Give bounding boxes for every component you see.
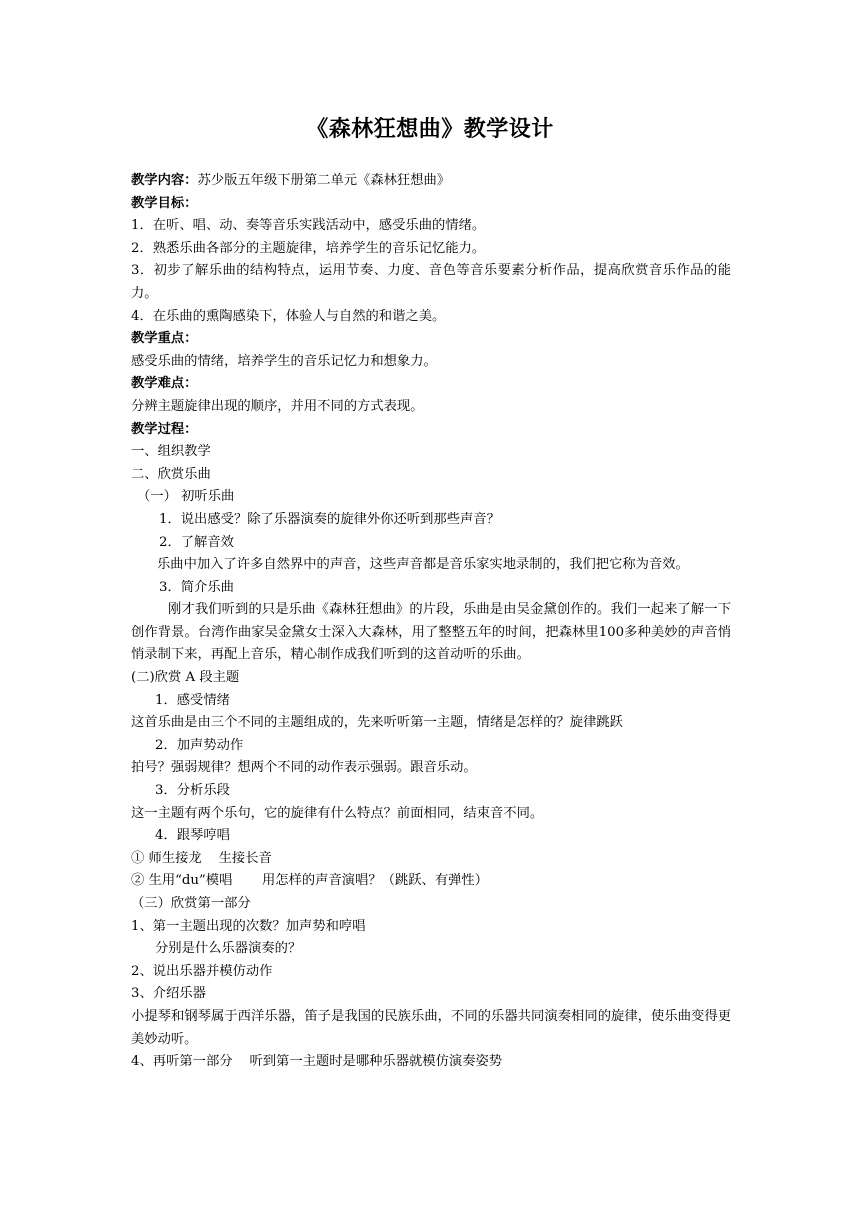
- section-item: 2．加声势动作: [155, 737, 244, 753]
- section-subitem: 分别是什么乐器演奏的？: [155, 941, 302, 957]
- document-title: 《森林狂想曲》教学设计: [306, 116, 554, 142]
- section-item: 1．说出感受？除了乐器演奏的旋律外你还听到那些声音？: [159, 511, 500, 527]
- section-item: 4．跟琴哼唱: [155, 828, 230, 844]
- section-subitem: ② 生用“du”模唱 用怎样的声音演唱？（跳跃、有弹性）: [131, 873, 489, 889]
- process-step: 一、组织教学: [131, 444, 211, 460]
- section-item: 2．了解音效: [159, 534, 234, 550]
- section-item-text: 刚才我们听到的只是乐曲《森林狂想曲》的片段，乐曲是由吴金黛创作的。我们一起来了解一下创作背景。台湾作曲家吴金黛女士深入大森林，用了整整五年的时间，把森林里100多种美妙的声音悄悄录制下来，再配上音乐，精心制作成我们听到的这首动听的乐曲。: [131, 602, 731, 663]
- goal-item: 1．在听、唱、动、奏等音乐实践活动中，感受乐曲的情绪。: [131, 218, 486, 234]
- section-item: 3．简介乐曲: [159, 579, 234, 595]
- teaching-key-label: 教学重点：: [131, 331, 198, 347]
- section-item: 1、第一主题出现的次数？加声势和哼唱: [131, 918, 366, 934]
- section-item-text: 小提琴和钢琴属于西洋乐器，笛子是我国的民族乐曲，不同的乐器共同演奏相同的旋律，使乐曲变得更美妙动听。: [131, 1008, 731, 1047]
- teaching-difficulty-label: 教学难点：: [131, 376, 198, 392]
- section-item: 4、再听第一部分 听到第一主题时是哪种乐器就模仿演奏姿势: [131, 1054, 503, 1070]
- goal-item: 4．在乐曲的熏陶感染下，体验人与自然的和谐之美。: [131, 308, 446, 324]
- section-item-text: 这首乐曲是由三个不同的主题组成的，先来听听第一主题，情绪是怎样的？旋律跳跃: [131, 715, 623, 731]
- section-item: 3．分析乐段: [155, 783, 230, 799]
- section-item-text: 拍号？强弱规律？想两个不同的动作表示强弱。跟音乐动。: [131, 760, 477, 776]
- teaching-content-label: 教学内容：: [131, 173, 198, 188]
- teaching-content-line: [131, 170, 731, 193]
- teaching-difficulty-text: 分辨主题旋律出现的顺序，并用不同的方式表现。: [131, 398, 424, 414]
- goal-item: 3．初步了解乐曲的结构特点，运用节奏、力度、音色等音乐要素分析作品，提高欣赏音乐作品的能力。: [131, 263, 731, 301]
- section-item-text: 乐曲中加入了许多自然界中的声音，这些声音都是音乐家实地录制的，我们把它称为音效。: [157, 557, 689, 573]
- section-heading: （三）欣赏第一部分: [131, 896, 251, 911]
- section-heading: （一） 初听乐曲: [137, 489, 235, 505]
- section-item-text: 这一主题有两个乐句，它的旋律有什么特点？前面相同，结束音不同。: [131, 805, 544, 821]
- teaching-goals-label: 教学目标：: [131, 195, 198, 211]
- section-subitem: ① 师生接龙 生接长音: [131, 850, 272, 866]
- goal-item: 2．熟悉乐曲各部分的主题旋律，培养学生的音乐记忆能力。: [131, 240, 486, 256]
- teaching-key-text: 感受乐曲的情绪，培养学生的音乐记忆力和想象力。: [131, 353, 437, 369]
- teaching-process-label: 教学过程：: [131, 421, 198, 437]
- teaching-content-text: 苏少版五年级下册第二单元《森林狂想曲》: [197, 173, 451, 188]
- process-step: 二、欣赏乐曲: [131, 466, 211, 482]
- document-body: [131, 170, 731, 1074]
- section-item: 2、说出乐器并模仿动作: [131, 963, 273, 979]
- section-heading: (二)欣赏 A 段主题: [131, 670, 240, 686]
- section-item: 1．感受情绪: [155, 692, 230, 708]
- section-item: 3、介绍乐器: [131, 986, 206, 1002]
